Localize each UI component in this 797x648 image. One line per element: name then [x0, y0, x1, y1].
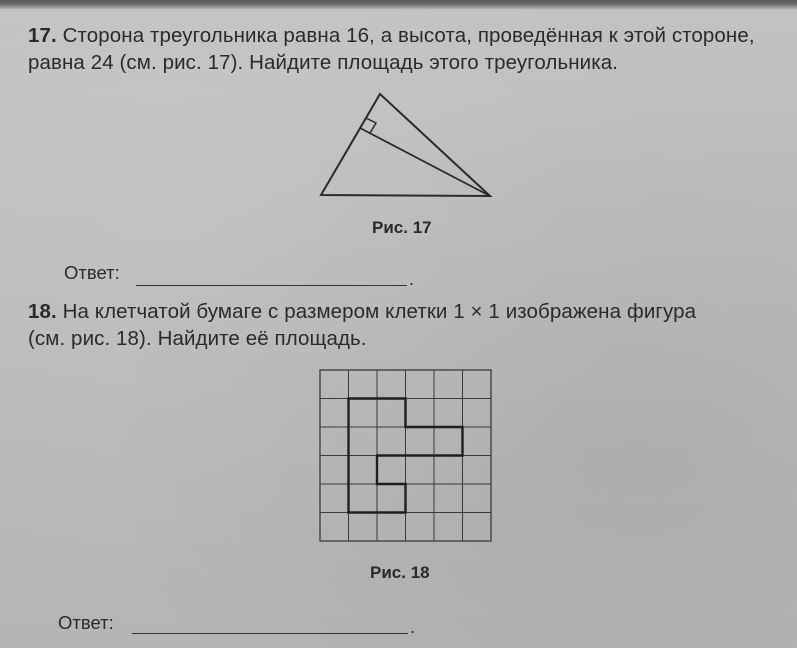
problem-17-text-2: равна 24 (см. рис. 17). Найдите площадь этого треугольника.	[28, 51, 619, 74]
answer-17-input-line[interactable]	[136, 285, 407, 286]
figure-17-triangle	[318, 90, 498, 202]
right-angle-mark	[366, 118, 376, 133]
problem-18-text-1: На клетчатой бумаге с размером клетки 1 × 1 изображена фигура	[62, 300, 697, 323]
answer-17-label: Ответ:	[64, 262, 120, 283]
answer-18-input-line[interactable]	[132, 633, 408, 634]
problem-17-line-1	[28, 22, 755, 49]
problem-17-text-1: Сторона треугольника равна 16, а высота, проведённая к этой стороне,	[62, 24, 755, 47]
problem-18-number: 18.	[28, 300, 57, 323]
problem-17-statement	[28, 22, 755, 76]
answer-18-label: Ответ:	[58, 612, 114, 633]
answer-18-row	[58, 612, 114, 634]
triangle-height-line	[360, 128, 490, 196]
triangle-outline	[321, 94, 490, 196]
figure-18-grid	[318, 368, 494, 544]
problem-18-text-2: (см. рис. 18). Найдите её площадь.	[28, 327, 367, 350]
figure-17-caption: Рис. 17	[372, 218, 432, 237]
answer-18-period: .	[410, 617, 416, 637]
problem-17-number: 17.	[28, 24, 57, 47]
answer-17-period: .	[409, 269, 415, 289]
problem-18-statement	[28, 298, 696, 352]
top-page-edge	[0, 0, 797, 10]
answer-17-row	[64, 262, 120, 284]
problem-18-line-1	[28, 298, 696, 325]
figure-18-caption: Рис. 18	[370, 563, 430, 582]
